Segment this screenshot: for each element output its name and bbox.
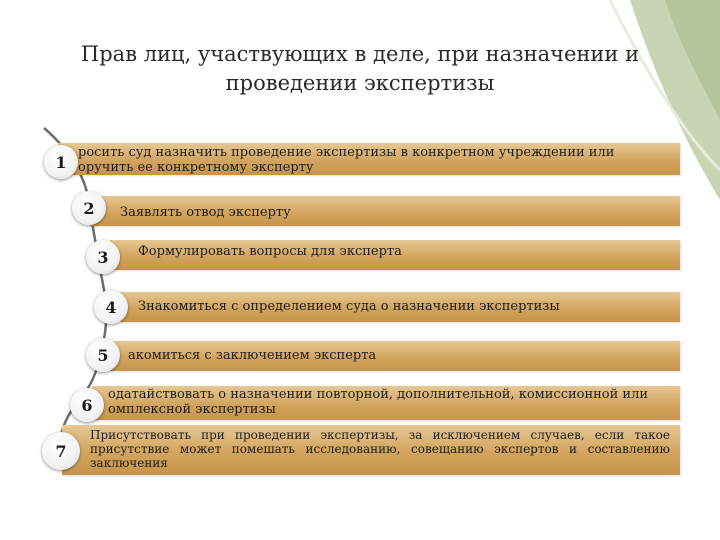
item-4-text: Знакомиться с определением суда о назначении экспертизы — [138, 299, 560, 314]
item-1-text: росить суд назначить проведение экспертизы в конкретном учреждении или оручить ее конкретному эксперту — [78, 145, 615, 175]
item-7-text: Присутствовать при проведении экспертизы, за исключением случаев, если такое присутствие может помешать исследованию, совещанию экспертов и составлению заключения — [90, 428, 670, 470]
item-4-number: 4 — [94, 290, 128, 324]
slide-title: Прав лиц, участвующих в деле, при назначении и проведении экспертизы — [80, 42, 640, 95]
item-2-number: 2 — [72, 191, 106, 225]
item-5-number: 5 — [86, 338, 120, 372]
item-5-text: акомиться с заключением эксперта — [128, 348, 377, 363]
item-3-number: 3 — [86, 240, 120, 274]
item-2-text: Заявлять отвод эксперту — [120, 205, 291, 220]
item-3-text: Формулировать вопросы для эксперта — [138, 244, 402, 259]
item-7-number: 7 — [42, 432, 80, 470]
item-6-text: одатайствовать о назначении повторной, дополнительной, комиссионной или омплексной экспертизы — [108, 387, 649, 417]
item-6-number: 6 — [70, 388, 104, 422]
item-1-number: 1 — [44, 145, 78, 179]
